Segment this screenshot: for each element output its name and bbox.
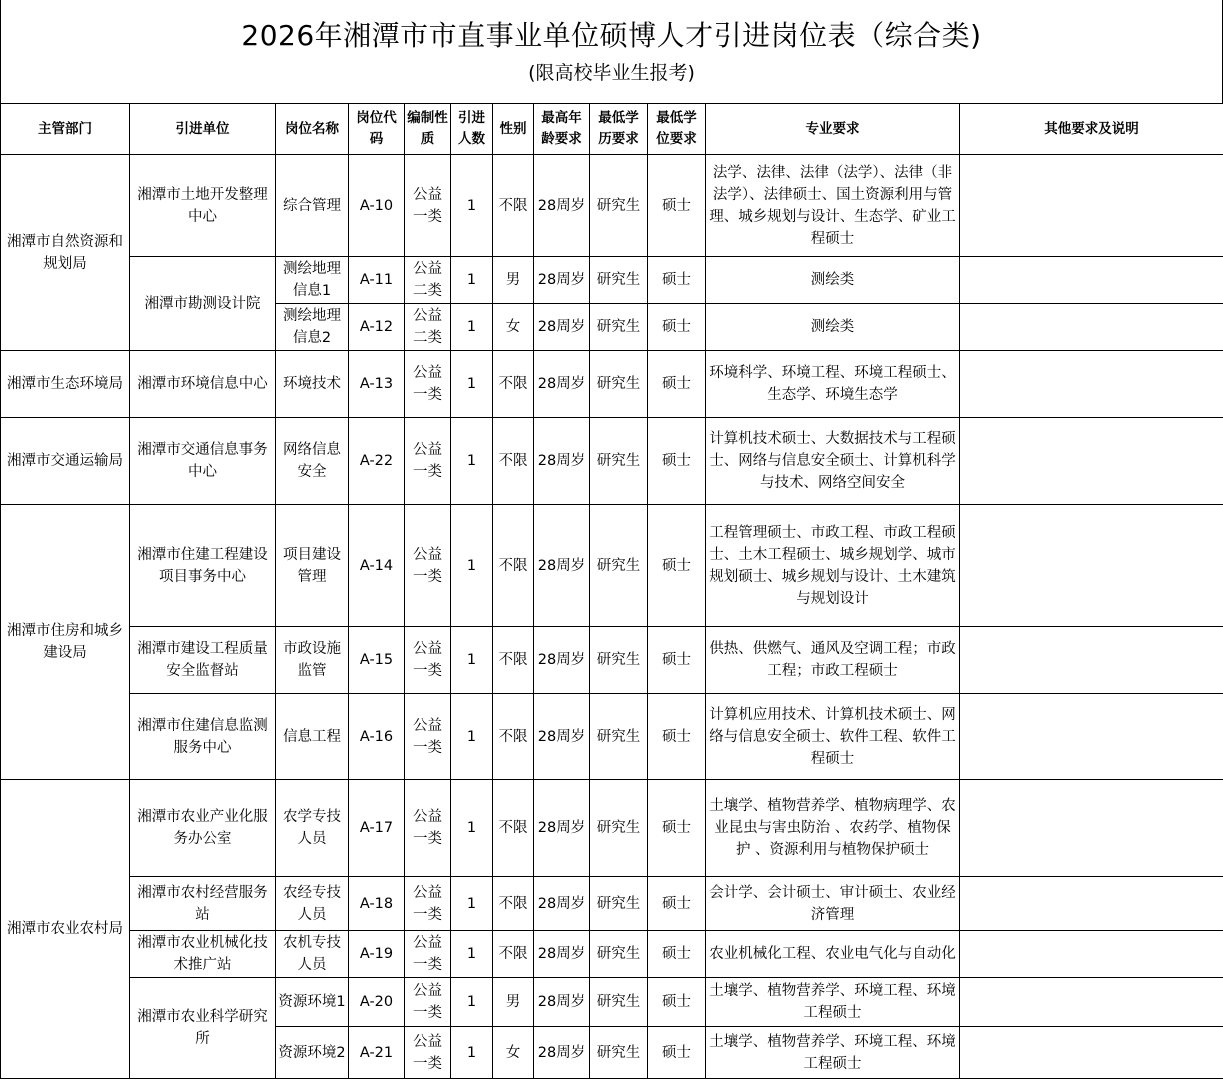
header-post: 岗位名称 [276, 104, 349, 155]
table-row [1, 351, 1223, 418]
table-row [1, 931, 1223, 978]
age-cell: 28周岁 [534, 877, 590, 931]
degree-cell: 硕士 [648, 304, 706, 351]
dept-cell: 湘潭市住房和城乡建设局 [1, 505, 130, 780]
other-cell [960, 1027, 1223, 1079]
nature-cell: 公益一类 [405, 505, 451, 627]
degree-cell: 硕士 [648, 694, 706, 780]
major-cell: 计算机应用技术、计算机技术硕士、网络与信息安全硕士、软件工程、软件工程硕士 [706, 694, 960, 780]
code-cell: A-18 [349, 877, 405, 931]
header-row [1, 104, 1223, 155]
other-cell [960, 978, 1223, 1027]
post-cell: 综合管理 [276, 155, 349, 257]
edu-cell: 研究生 [590, 978, 648, 1027]
table-row [1, 257, 1223, 304]
num-cell: 1 [451, 418, 493, 505]
age-cell: 28周岁 [534, 931, 590, 978]
table-row [1, 418, 1223, 505]
num-cell: 1 [451, 931, 493, 978]
major-cell: 计算机技术硕士、大数据技术与工程硕士、网络与信息安全硕士、计算机科学与技术、网络空间安全 [706, 418, 960, 505]
nature-cell: 公益一类 [405, 1027, 451, 1079]
num-cell: 1 [451, 1027, 493, 1079]
degree-cell: 硕士 [648, 780, 706, 877]
degree-cell: 硕士 [648, 257, 706, 304]
gender-cell: 男 [493, 978, 534, 1027]
gender-cell: 男 [493, 257, 534, 304]
degree-cell: 硕士 [648, 931, 706, 978]
post-cell: 农学专技人员 [276, 780, 349, 877]
nature-cell: 公益二类 [405, 304, 451, 351]
unit-cell: 湘潭市农业科学研究所 [130, 978, 276, 1079]
age-cell: 28周岁 [534, 304, 590, 351]
age-cell: 28周岁 [534, 627, 590, 694]
unit-cell: 湘潭市住建工程建设项目事务中心 [130, 505, 276, 627]
nature-cell: 公益一类 [405, 877, 451, 931]
document-subtitle: (限高校毕业生报考) [528, 62, 695, 84]
age-cell: 28周岁 [534, 1027, 590, 1079]
post-cell: 资源环境2 [276, 1027, 349, 1079]
age-cell: 28周岁 [534, 155, 590, 257]
major-cell: 供热、供燃气、通风及空调工程；市政工程；市政工程硕士 [706, 627, 960, 694]
table-row [1, 780, 1223, 877]
other-cell [960, 351, 1223, 418]
post-cell: 信息工程 [276, 694, 349, 780]
post-cell: 项目建设管理 [276, 505, 349, 627]
major-cell: 土壤学、植物营养学、环境工程、环境工程硕士 [706, 978, 960, 1027]
dept-cell: 湘潭市生态环境局 [1, 351, 130, 418]
major-cell: 测绘类 [706, 304, 960, 351]
code-cell: A-22 [349, 418, 405, 505]
gender-cell: 不限 [493, 627, 534, 694]
gender-cell: 不限 [493, 780, 534, 877]
code-cell: A-20 [349, 978, 405, 1027]
post-cell: 环境技术 [276, 351, 349, 418]
degree-cell: 硕士 [648, 155, 706, 257]
num-cell: 1 [451, 780, 493, 877]
code-cell: A-11 [349, 257, 405, 304]
major-cell: 农业机械化工程、农业电气化与自动化 [706, 931, 960, 978]
gender-cell: 不限 [493, 505, 534, 627]
degree-cell: 硕士 [648, 627, 706, 694]
edu-cell: 研究生 [590, 1027, 648, 1079]
num-cell: 1 [451, 978, 493, 1027]
edu-cell: 研究生 [590, 694, 648, 780]
gender-cell: 不限 [493, 418, 534, 505]
major-cell: 土壤学、植物营养学、植物病理学、农业昆虫与害虫防治 、农药学、植物保护 、资源利用与植物保护硕士 [706, 780, 960, 877]
num-cell: 1 [451, 694, 493, 780]
post-cell: 资源环境1 [276, 978, 349, 1027]
unit-cell: 湘潭市交通信息事务中心 [130, 418, 276, 505]
gender-cell: 不限 [493, 931, 534, 978]
unit-cell: 湘潭市农村经营服务站 [130, 877, 276, 931]
other-cell [960, 418, 1223, 505]
edu-cell: 研究生 [590, 257, 648, 304]
document-title: 2026年湘潭市市直事业单位硕博人才引进岗位表（综合类) [241, 19, 982, 52]
degree-cell: 硕士 [648, 877, 706, 931]
code-cell: A-16 [349, 694, 405, 780]
age-cell: 28周岁 [534, 694, 590, 780]
edu-cell: 研究生 [590, 627, 648, 694]
unit-cell: 湘潭市农业机械化技术推广站 [130, 931, 276, 978]
gender-cell: 不限 [493, 694, 534, 780]
num-cell: 1 [451, 155, 493, 257]
table-row [1, 155, 1223, 257]
other-cell [960, 780, 1223, 877]
edu-cell: 研究生 [590, 351, 648, 418]
table-row [1, 877, 1223, 931]
edu-cell: 研究生 [590, 418, 648, 505]
code-cell: A-13 [349, 351, 405, 418]
code-cell: A-14 [349, 505, 405, 627]
edu-cell: 研究生 [590, 780, 648, 877]
code-cell: A-12 [349, 304, 405, 351]
other-cell [960, 694, 1223, 780]
title-block [0, 0, 1223, 103]
nature-cell: 公益一类 [405, 978, 451, 1027]
other-cell [960, 877, 1223, 931]
post-cell: 市政设施监管 [276, 627, 349, 694]
dept-cell: 湘潭市交通运输局 [1, 418, 130, 505]
major-cell: 土壤学、植物营养学、环境工程、环境工程硕士 [706, 1027, 960, 1079]
degree-cell: 硕士 [648, 418, 706, 505]
positions-table [0, 103, 1223, 1079]
header-dept: 主管部门 [1, 104, 130, 155]
gender-cell: 女 [493, 1027, 534, 1079]
dept-cell: 湘潭市农业农村局 [1, 780, 130, 1079]
nature-cell: 公益一类 [405, 694, 451, 780]
table-row [1, 505, 1223, 627]
other-cell [960, 931, 1223, 978]
nature-cell: 公益一类 [405, 780, 451, 877]
header-other: 其他要求及说明 [960, 104, 1223, 155]
major-cell: 会计学、会计硕士、审计硕士、农业经济管理 [706, 877, 960, 931]
num-cell: 1 [451, 304, 493, 351]
major-cell: 测绘类 [706, 257, 960, 304]
header-code: 岗位代码 [349, 104, 405, 155]
other-cell [960, 304, 1223, 351]
degree-cell: 硕士 [648, 978, 706, 1027]
num-cell: 1 [451, 351, 493, 418]
age-cell: 28周岁 [534, 418, 590, 505]
nature-cell: 公益一类 [405, 627, 451, 694]
nature-cell: 公益一类 [405, 931, 451, 978]
other-cell [960, 257, 1223, 304]
header-nature: 编制性质 [405, 104, 451, 155]
unit-cell: 湘潭市建设工程质量安全监督站 [130, 627, 276, 694]
degree-cell: 硕士 [648, 1027, 706, 1079]
header-major: 专业要求 [706, 104, 960, 155]
header-unit: 引进单位 [130, 104, 276, 155]
post-cell: 测绘地理信息2 [276, 304, 349, 351]
edu-cell: 研究生 [590, 877, 648, 931]
code-cell: A-10 [349, 155, 405, 257]
unit-cell: 湘潭市环境信息中心 [130, 351, 276, 418]
post-cell: 农经专技人员 [276, 877, 349, 931]
degree-cell: 硕士 [648, 351, 706, 418]
other-cell [960, 627, 1223, 694]
num-cell: 1 [451, 877, 493, 931]
major-cell: 环境科学、环境工程、环境工程硕士、生态学、环境生态学 [706, 351, 960, 418]
age-cell: 28周岁 [534, 505, 590, 627]
edu-cell: 研究生 [590, 931, 648, 978]
header-num: 引进人数 [451, 104, 493, 155]
code-cell: A-19 [349, 931, 405, 978]
major-cell: 工程管理硕士、市政工程、市政工程硕士、土木工程硕士、城乡规划学、城市规划硕士、城乡规划与设计、土木建筑与规划设计 [706, 505, 960, 627]
num-cell: 1 [451, 505, 493, 627]
age-cell: 28周岁 [534, 257, 590, 304]
edu-cell: 研究生 [590, 155, 648, 257]
other-cell [960, 505, 1223, 627]
gender-cell: 女 [493, 304, 534, 351]
header-gender: 性别 [493, 104, 534, 155]
age-cell: 28周岁 [534, 780, 590, 877]
unit-cell: 湘潭市住建信息监测服务中心 [130, 694, 276, 780]
nature-cell: 公益二类 [405, 257, 451, 304]
unit-cell: 湘潭市农业产业化服务办公室 [130, 780, 276, 877]
degree-cell: 硕士 [648, 505, 706, 627]
nature-cell: 公益一类 [405, 351, 451, 418]
other-cell [960, 155, 1223, 257]
num-cell: 1 [451, 257, 493, 304]
gender-cell: 不限 [493, 155, 534, 257]
age-cell: 28周岁 [534, 351, 590, 418]
nature-cell: 公益一类 [405, 418, 451, 505]
header-age: 最高年龄要求 [534, 104, 590, 155]
table-row [1, 978, 1223, 1027]
major-cell: 法学、法律、法律（法学）、法律（非法学）、法律硕士、国土资源利用与管理、城乡规划与设计、生态学、矿业工程硕士 [706, 155, 960, 257]
nature-cell: 公益一类 [405, 155, 451, 257]
dept-cell: 湘潭市自然资源和规划局 [1, 155, 130, 351]
header-degree: 最低学位要求 [648, 104, 706, 155]
gender-cell: 不限 [493, 877, 534, 931]
edu-cell: 研究生 [590, 304, 648, 351]
edu-cell: 研究生 [590, 505, 648, 627]
code-cell: A-15 [349, 627, 405, 694]
post-cell: 测绘地理信息1 [276, 257, 349, 304]
table-row [1, 627, 1223, 694]
num-cell: 1 [451, 627, 493, 694]
unit-cell: 湘潭市勘测设计院 [130, 257, 276, 351]
post-cell: 网络信息安全 [276, 418, 349, 505]
age-cell: 28周岁 [534, 978, 590, 1027]
table-row [1, 694, 1223, 780]
gender-cell: 不限 [493, 351, 534, 418]
code-cell: A-17 [349, 780, 405, 877]
post-cell: 农机专技人员 [276, 931, 349, 978]
header-edu: 最低学历要求 [590, 104, 648, 155]
code-cell: A-21 [349, 1027, 405, 1079]
unit-cell: 湘潭市土地开发整理中心 [130, 155, 276, 257]
